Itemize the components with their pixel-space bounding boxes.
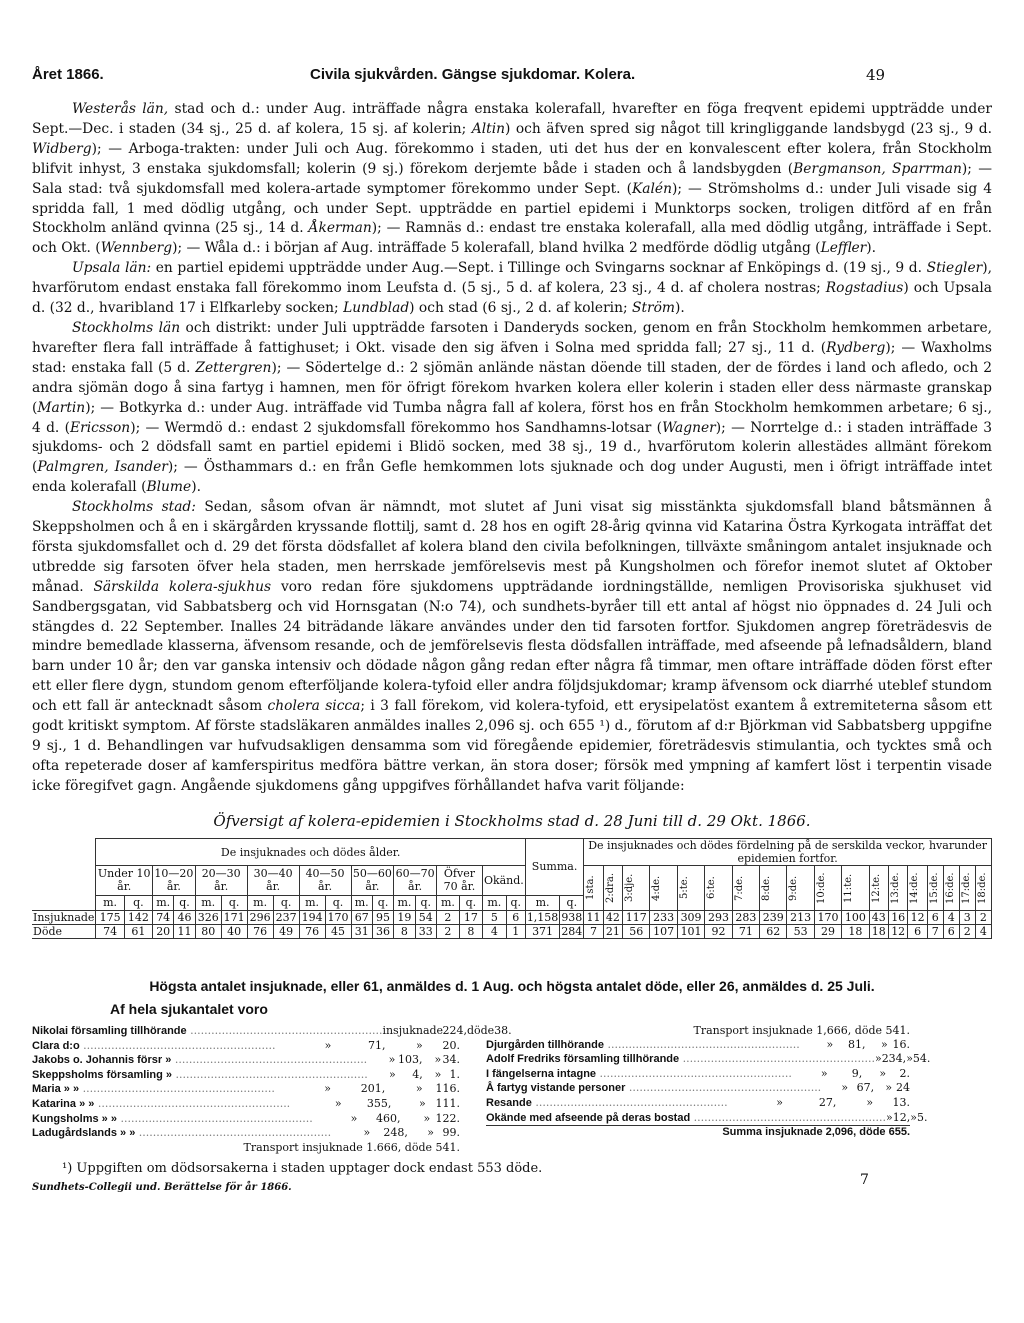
week-column-header: 11:te. — [842, 866, 869, 911]
sex-header: q. — [415, 895, 436, 910]
week-cell: 4 — [943, 911, 959, 925]
week-column-header: 18:de. — [975, 866, 991, 911]
week-cell: 42 — [603, 911, 622, 925]
sex-header: q. — [560, 895, 584, 910]
age-cell: 171 — [221, 911, 247, 925]
sex-header: q. — [124, 895, 152, 910]
list-item: Katarina » » ....................................................... » 355, » 111. — [32, 1096, 461, 1110]
paragraph: Stockholms län och distrikt: under Juli uppträdde farsoten i Danderyds socken, genom en från Stockholm hemkommen arbetare, hvarefter flera fall inträffade å fattighuset; i Okt. visade den sig äfven i Solna med spridda fall; 27 sj., 11 d. (Rydberg); — Waxholms stad: enstaka fall (5 d. Zettergren); — Södertelge d.: 2 sjömän anlände nästan döende till staden, der de fördes i land och afledo, och 2 andra sjömän dogo å sina fartyg i hamnen, men för öfrigt förekom hvarken kolera eller kolerin i staden eller dess närmaste granskap (Martin); — Botkyrka d.: under Aug. inträffade vid Tumba några fall af kolera, först hos en från Stockholm hemkommen arbetare; 6 sj., 4 d. (Ericsson); — Wermdö d.: endast 2 sjukdomsfall förekommo hos Sandhamns-lotsar (Wagner); — Norrtelge d.: i staden inträffade 3 sjukdoms- och 2 dödsfall samt en partiel epidemi i Blidö socken, med 38 sj., 19 d., hvarförutom kolerin allestädes allmänt förekom (Palmgren, Isander); — Östhammars d.: en från Gefle hemkommen lots sjuknade och dog under Augusti, men i öfrigt inträffade intet enda kolerafall (Blume). — [32, 319, 993, 496]
total-line: Summa insjuknade 2,096, döde 655. — [486, 1125, 910, 1140]
week-cell: 12 — [889, 925, 908, 939]
age-cell: 326 — [195, 911, 221, 925]
week-column-header: 16:de. — [943, 866, 959, 911]
week-cell: 2 — [975, 911, 991, 925]
summa-header: Summa. — [525, 839, 584, 896]
age-column-header: 50—60 år. — [352, 867, 392, 894]
summa-cell: 1,158 — [526, 911, 559, 924]
table-row — [32, 911, 992, 925]
week-column-header: 17:de. — [959, 866, 975, 911]
age-cell: 194 — [299, 911, 325, 925]
age-column-header: 20—30 år. — [195, 866, 247, 896]
age-cell: 237 — [273, 911, 299, 925]
age-cell: 5 — [482, 911, 506, 925]
age-cell: 142 — [124, 911, 152, 925]
week-cell: 29 — [814, 925, 841, 939]
age-cell: 80 — [195, 925, 221, 939]
week-cell: 117 — [623, 911, 650, 925]
list-item: Ladugårdslands » » ....................................................... » 248, » 99. — [32, 1126, 460, 1140]
week-cell: 293 — [705, 911, 732, 925]
sex-header: m. — [525, 895, 560, 910]
sex-header: m. — [195, 895, 221, 910]
age-column-header: Under 10 år. — [97, 867, 151, 894]
list-item: I fängelserna intagne ....................................................... » 9, » 2. — [486, 1066, 911, 1080]
sex-header: q. — [372, 895, 393, 910]
parish-list-right — [486, 1024, 931, 1140]
week-column-header: 15:de. — [927, 866, 943, 911]
week-column-header: 14:de. — [908, 866, 927, 911]
sex-header: m. — [96, 895, 124, 910]
age-column-header: Okänd. — [482, 866, 525, 896]
week-column-header: 12:te. — [869, 866, 888, 911]
age-cell: 67 — [351, 911, 372, 925]
list-item: Jakobs o. Johannis försr » ....................................................... » 103, » 34. — [32, 1053, 460, 1067]
sex-header: m. — [394, 895, 415, 910]
age-cell: 11 — [174, 925, 195, 939]
cholera-statistics-table — [32, 838, 992, 939]
sex-header: q. — [221, 895, 247, 910]
week-column-header: 4:de. — [650, 866, 677, 911]
week-cell: 56 — [623, 925, 650, 939]
week-column-header: 2:dra. — [603, 866, 622, 911]
age-cell: 74 — [153, 911, 174, 925]
page-number: 49 — [866, 66, 886, 84]
week-cell: 239 — [760, 911, 787, 925]
footnote: ¹) Uppgiften om dödsorsakerna i staden upptager dock endast 553 döde. — [62, 1161, 543, 1176]
list-item: Djurgården tillhörande ....................................................... » 81, » 16. — [486, 1037, 910, 1051]
sex-header: q. — [273, 895, 299, 910]
age-cell: 95 — [372, 911, 393, 925]
week-cell: 18 — [869, 925, 888, 939]
paragraph: Upsala län: en partiel epidemi uppträdde under Aug.—Sept. i Tillinge och Svingarns socknar af Enköpings d. (19 sj., 9 d. Stiegler), hvarförutom endast enstaka fall förekommo inom Leufsta d. (5 sj., 5 d. af kolera, 23 sj., 4 d. af cholera nostras; Rogstadius) och Upsala d. (32 d., hvaribland 17 i Elfkarleby socken; Lundblad) och stad (6 sj., 2 d. af kolerin; Ström). — [32, 260, 992, 317]
age-cell: 76 — [299, 925, 325, 939]
week-cell: 6 — [927, 911, 943, 925]
age-cell: 296 — [247, 911, 273, 925]
total-line: Transport insjuknade 1.666, döde 541. — [243, 1140, 460, 1154]
subheading: Af hela sjukantalet voro — [110, 1001, 268, 1017]
age-cell: 61 — [124, 925, 152, 939]
age-cell: 1 — [506, 925, 525, 939]
list-item: Å fartyg vistande personer ....................................................... » 67, » 24 — [486, 1081, 910, 1095]
list-item: Kungsholms » » ....................................................... » 460, » 122. — [32, 1111, 460, 1125]
age-cell: 175 — [96, 911, 124, 925]
list-item: Skeppsholms församling » ....................................................... » 4, » 1. — [32, 1067, 460, 1081]
week-column-header: 9:de. — [787, 866, 814, 911]
sex-header: q. — [506, 895, 525, 910]
week-column-header: 5:te. — [677, 866, 704, 911]
week-cell: 16 — [889, 911, 908, 925]
week-cell: 4 — [975, 925, 991, 939]
list-item: Clara d:o ....................................................... » 71, » 20. — [32, 1038, 460, 1052]
running-header-left: Året 1866. — [32, 66, 104, 83]
age-cell: 45 — [325, 925, 351, 939]
sex-header: q. — [459, 895, 482, 910]
week-cell: 283 — [732, 911, 759, 925]
age-cell: 2 — [436, 911, 459, 925]
week-cell: 7 — [927, 925, 943, 939]
age-cell: 49 — [273, 925, 299, 939]
running-header-center: Civila sjukvården. Gängse sjukdomar. Kolera. — [310, 66, 636, 83]
week-cell: 6 — [908, 925, 927, 939]
age-column-header: Öfver 70 år. — [436, 866, 482, 896]
age-column-header: 60—70 år. — [395, 867, 435, 894]
list-item: Adolf Fredriks församling tillhörande ....................................................... » 234, » 54. — [486, 1052, 931, 1066]
sex-header: q. — [174, 895, 195, 910]
week-cell: 6 — [943, 925, 959, 939]
age-cell: 74 — [96, 925, 124, 939]
week-cell: 107 — [650, 925, 677, 939]
parish-list-left — [32, 1024, 512, 1154]
age-cell: 33 — [415, 925, 436, 939]
age-cell: 17 — [459, 911, 482, 925]
week-cell: 101 — [677, 925, 704, 939]
week-cell: 92 — [705, 925, 732, 939]
week-cell: 309 — [677, 911, 704, 925]
age-cell: 40 — [221, 925, 247, 939]
age-cell: 8 — [459, 925, 482, 939]
week-cell: 11 — [584, 911, 603, 925]
week-cell: 12 — [908, 911, 927, 925]
table-caption: Öfversigt af kolera-epidemien i Stockholms stad d. 28 Juni till d. 29 Okt. 1866. — [213, 812, 811, 830]
age-cell: 8 — [394, 925, 415, 939]
week-cell: 213 — [787, 911, 814, 925]
list-item: Nikolai församling tillhörande ....................................................... insjuknade 224, döde 38. — [32, 1024, 512, 1037]
sheet-number: 7 — [860, 1172, 869, 1188]
week-cell: 233 — [650, 911, 677, 925]
age-column-header: 10—20 år. — [154, 867, 194, 894]
age-cell: 54 — [415, 911, 436, 925]
week-cell: 7 — [584, 925, 603, 939]
age-cell: 2 — [436, 925, 459, 939]
age-column-header: 40—50 år. — [299, 866, 351, 896]
week-column-header: 7:de. — [732, 866, 759, 911]
age-cell: 31 — [351, 925, 372, 939]
summa-cell: 284 — [561, 925, 583, 938]
week-cell: 18 — [842, 925, 869, 939]
week-cell: 62 — [760, 925, 787, 939]
week-column-header: 3:dje. — [623, 866, 650, 911]
sex-header: m. — [247, 895, 273, 910]
sex-header: m. — [436, 895, 459, 910]
paragraph: Westerås län, stad och d.: under Aug. inträffade några enstaka kolerafall, hvarefter en föga freqvent epidemi uppträdde under Sept.—Dec. i staden (34 sj., 25 d. af kolera, 15 sj. af kolerin; Altin) och äfven spred sig något till kringliggande landsbygd (23 sj., 9 d. Widberg); — Arboga-trakten: under Juli och Aug. förekommo i staden, uti det hus der en konvalescent efter kolera, från Stockholm blifvit inhyst, 3 enstaka sjukdomsfall; kolerin (9 sj.) förekom derjemte både i staden och å landsbygden (Bergmanson, Sparrman); — Sala stad: två sjukdomsfall med kolera-artade symptomer förekommo under Sept. (Kalén); — Strömsholms d.: under Juli visade sig 4 spridda fall, 1 med dödlig utgång, och under Sept. uppträdde en partiel epidemi i Munktorps socken, troligen ditförd af en från Stockholm anländ qvinna (25 sj., 14 d. Åkerman); — Ramnäs d.: endast tre enstaka kolerafall, alla med dödlig utgång, inträffade i Sept. och Okt. (Wennberg); — Wåla d.: i början af Aug. inträffade 5 kolerafall, bland hvilka 2 medförde dödlig utgång (Leffler). — [32, 101, 993, 257]
age-cell: 76 — [247, 925, 273, 939]
paragraph: Stockholms stad: Sedan, såsom ofvan är nämndt, mot slutet af Juni visat sig misstänkta sjukdomsfall bland båtsmännen å Skeppsholmen och å en i skärgården kryssande flottilj, samt d. 28 hos en ogift 28-årig qvinna vid Katarina Östra Kyrkogata inträffat det första sjukdomsfallet och d. 29 det första dödsfallet af kolera bland den civila befolkningen, tillväxte småningom antalet insjuknade och utbredde sig farsoten öfver hela staden, men herrskade jemförelsevis mest på Kungsholmen och förefor inemot slutet af Oktober månad. Särskilda kolera-sjukhus voro redan före sjukdomens uppträdande iordningställde, nemligen Provisoriska sjukhuset vid Sandbergsgatan, vid Sabbatsberg och vid Hornsgatan (N:o 74), och sundhets-byråer till ett antal af högst nio öppnades d. 24 Juli och stängdes d. 22 September. Inalles 24 biträdande läkare användes under den tid farsoten fortfor. Sjukdomen angrep företrädesvis de mindre bemedlade klasserna, äfvensom resande, och de jemförelsevis flesta dödsfallen inträffade, med afseende på lefnadsåldern, bland barn under 10 år; den var ganska intensiv och dödade någon gång redan efter några få timmar, men oftare inträffade döden först efter ett eller flere dygn, stundom genom efterföljande kolera-tyfoid eller andra följdsjukdomar; kramp äfvensom ock diarrhé uteblef stundom och ett fall är antecknadt såsom cholera sicca; i 3 fall förekom, vid kolera-tyfoid, ett erysipelatöst exantem å extremiteterna såsom ett godt kritiskt symptom. Af förste stadsläkaren anmäldes inalles 2,096 sj. och 655 ¹) d., förutom af d:r Björkman vid Sabbatsberg uppgifne 9 sj., 1 d. Behandlingen var hufvudsakligen densamma som vid föregående epidemier, företrädesvis stimulantia, och tycktes små och ofta repeterade doser af kamferspiritus medföra bättre verkan, än stora doser; försök med ympning af kamfert löst i terpentin visade icke föregifvet gagn. Angående sjukdomens gång uppgifves förhållandet hafva varit följande: — [32, 499, 992, 794]
age-cell: 20 — [153, 925, 174, 939]
week-column-header: 8:de. — [760, 866, 787, 911]
week-cell: 170 — [814, 911, 841, 925]
week-cell: 53 — [787, 925, 814, 939]
age-cell: 19 — [394, 911, 415, 925]
week-cell: 2 — [959, 925, 975, 939]
week-column-header: 1sta. — [584, 866, 603, 911]
source-line: Sundhets-Collegii und. Berättelse för år 1866. — [32, 1182, 292, 1193]
age-cell: 6 — [506, 911, 525, 925]
body-text — [32, 100, 992, 797]
sex-header: q. — [325, 895, 351, 910]
list-item: Maria » » ....................................................... » 201, » 116. — [32, 1082, 460, 1096]
sex-header: m. — [351, 895, 372, 910]
week-column-header: 10:de. — [814, 866, 841, 911]
summa-cell: 938 — [561, 911, 583, 924]
week-cell: 100 — [842, 911, 869, 925]
week-group-header: De insjuknades och dödes fördelning på de serskilda veckor, hvarunder epidemien fortfor. — [584, 839, 992, 866]
table-row — [32, 925, 992, 939]
week-column-header: 6:te. — [705, 866, 732, 911]
row-label-header — [32, 839, 96, 911]
sex-header: m. — [299, 895, 325, 910]
row-label: Insjuknade — [33, 911, 95, 924]
week-column-header: 13:de. — [889, 866, 908, 911]
week-cell: 43 — [869, 911, 888, 925]
list-item: Resande ....................................................... » 27, » 13. — [486, 1095, 910, 1109]
age-cell: 170 — [325, 911, 351, 925]
age-cell: 46 — [174, 911, 195, 925]
week-cell: 71 — [732, 925, 759, 939]
list-item: Okände med afseende på deras bostad ....................................................... » 12, » 5. — [486, 1110, 928, 1124]
row-label: Döde — [32, 925, 96, 939]
week-cell: 3 — [959, 911, 975, 925]
week-cell: 21 — [603, 925, 622, 939]
transport-line: Transport insjuknade 1,666, döde 541. — [693, 1024, 910, 1037]
highest-count-line: Högsta antalet insjuknade, eller 61, anmäldes d. 1 Aug. och högsta antalet döde, eller 26, anmäldes d. 25 Juli. — [149, 978, 875, 994]
age-cell: 4 — [482, 925, 506, 939]
summa-cell: 371 — [525, 925, 560, 939]
age-cell: 36 — [372, 925, 393, 939]
age-column-header: 30—40 år. — [247, 866, 299, 896]
age-group-header: De insjuknades och dödes ålder. — [96, 839, 525, 866]
sex-header: m. — [153, 895, 174, 910]
sex-header: m. — [482, 895, 506, 910]
